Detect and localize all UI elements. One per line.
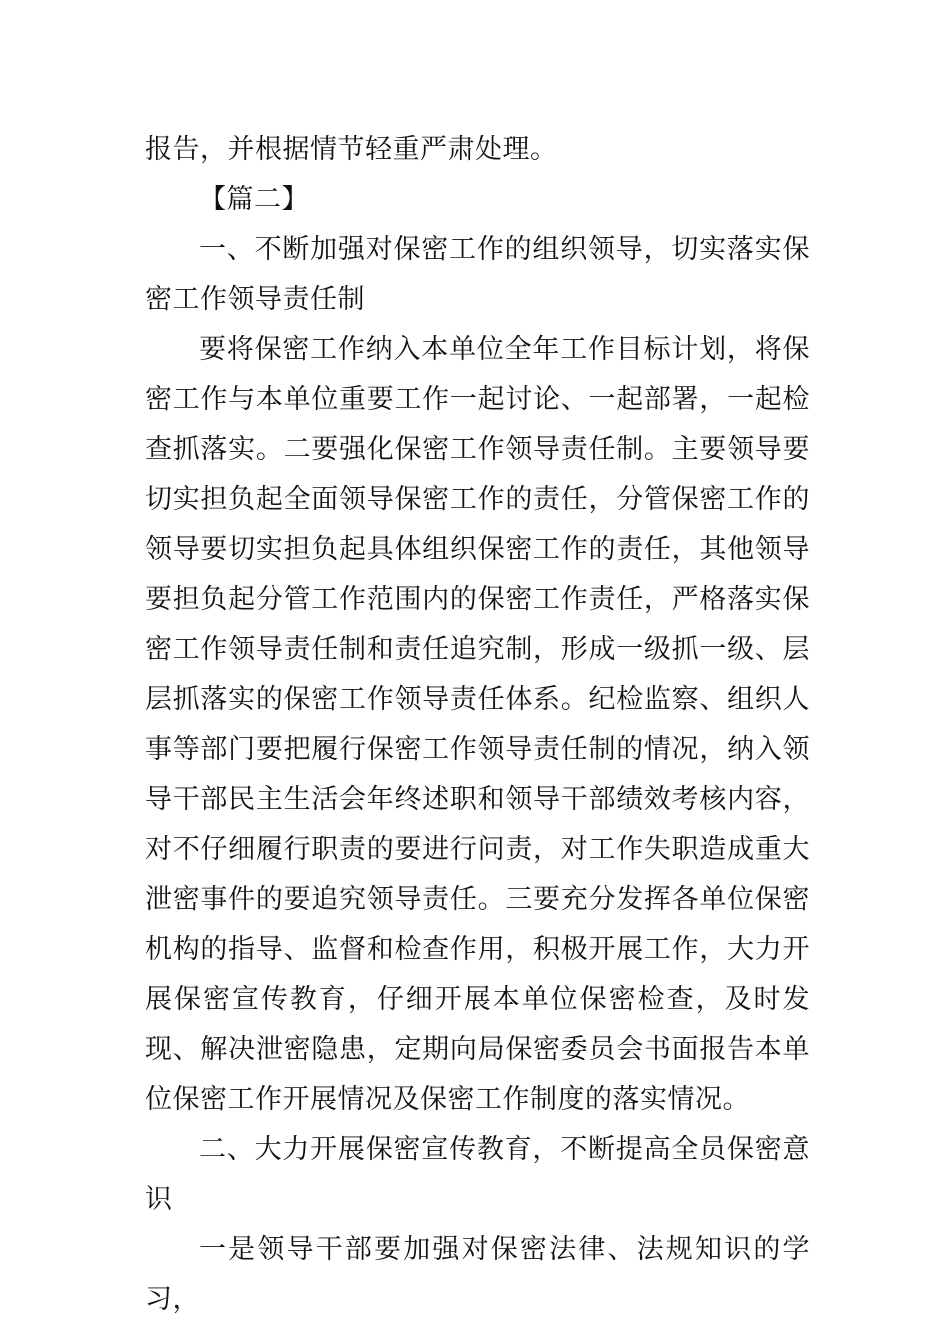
paragraph-continuation: 报告，并根据情节轻重严肃处理。: [145, 134, 558, 165]
section-label: 【篇二】: [199, 184, 309, 215]
paragraph-leadership: 要将保密工作纳入本单位全年工作目标计划，将保密工作与本单位重要工作一起讨论、一起部署，一起检查抓落实。二要强化保密工作领导责任制。主要领导要切实担负起全面领导保密工作的责任，分管保密工作的领导要切实担负起具体组织保密工作的责任，其他领导要担负起分管工作范围内的保密工作责任，严格落实保密工作领导责任制和责任追究制，形成一级抓一级、层层抓落实的保密工作领导责任体系。纪检监察、组织人事等部门要把履行保密工作领导责任制的情况，纳入领导干部民主生活会年终述职和领导干部绩效考核内容，对不仔细履行职责的要进行问责，对工作失职造成重大泄密事件的要追究领导责任。三要充分发挥各单位保密机构的指导、监督和检查作用，积极开展工作，大力开展保密宣传教育，仔细开展本单位保密检查，及时发现、解决泄密隐患，定期向局保密委员会书面报告本单位保密工作开展情况及保密工作制度的落实情况。: [145, 334, 810, 1115]
heading-one: 一、不断加强对保密工作的组织领导，切实落实保密工作领导责任制: [145, 234, 810, 315]
heading-two: 二、大力开展保密宣传教育，不断提高全员保密意识: [145, 1134, 810, 1215]
document-body: [145, 125, 810, 1325]
paragraph-study: 一是领导干部要加强对保密法律、法规知识的学习，: [145, 1234, 810, 1315]
